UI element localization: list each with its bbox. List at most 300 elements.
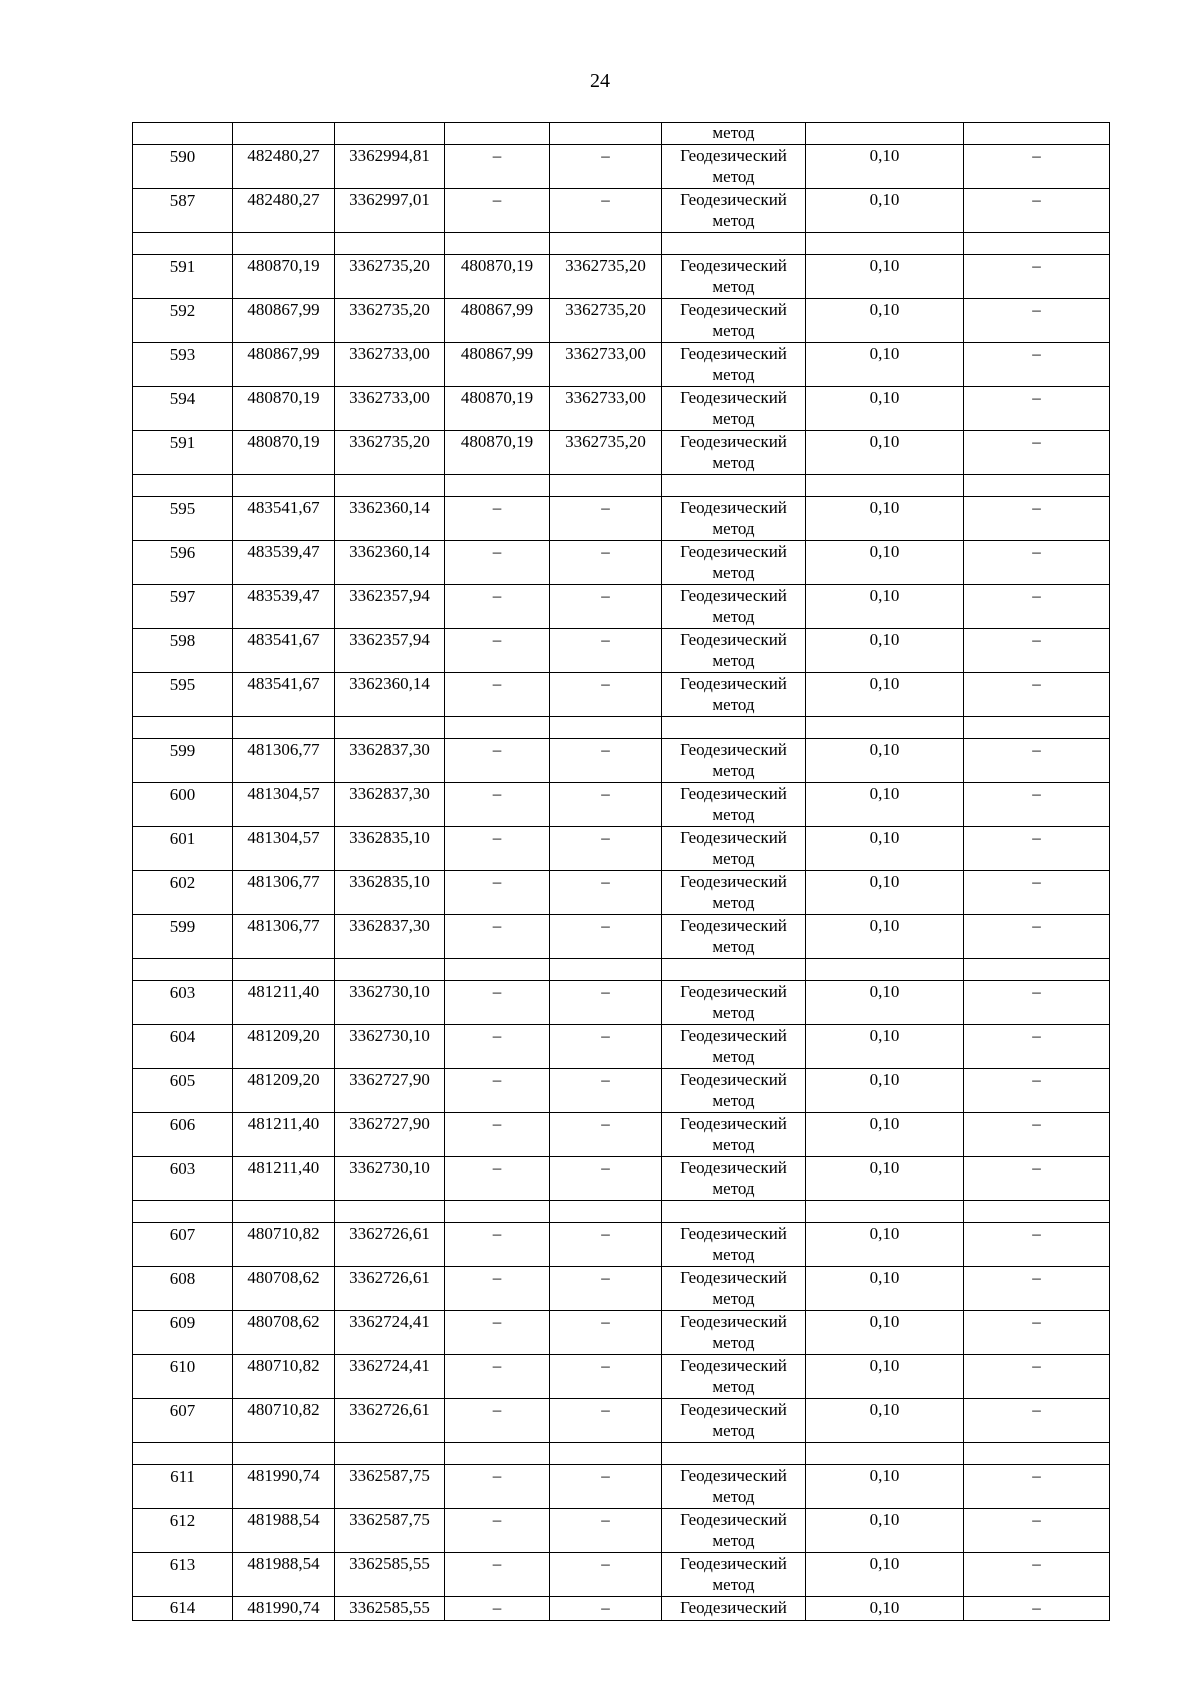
point-number-cell: 604 (133, 1025, 233, 1069)
method-line-1: Геодезический (680, 916, 787, 935)
method-line-1: Геодезический (680, 1466, 787, 1485)
table-row (133, 1025, 1110, 1069)
method-line-2: метод (712, 365, 755, 384)
method-line-2: метод (712, 607, 755, 626)
method-cell (662, 475, 806, 497)
y-new-cell: – (550, 541, 662, 585)
y-existing-cell: 3362994,81 (335, 145, 445, 189)
x-new-cell (445, 1201, 550, 1223)
x-new-cell: 480870,19 (445, 387, 550, 431)
point-number-cell: 601 (133, 827, 233, 871)
y-existing-cell: 3362735,20 (335, 299, 445, 343)
y-existing-cell (335, 123, 445, 145)
y-new-cell: – (550, 1553, 662, 1597)
description-cell: – (964, 343, 1110, 387)
method-line-2: метод (712, 563, 755, 582)
method-cell (662, 959, 806, 981)
x-new-cell: – (445, 1597, 550, 1621)
accuracy-cell: 0,10 (806, 387, 964, 431)
accuracy-cell: 0,10 (806, 255, 964, 299)
method-cell (662, 783, 806, 827)
x-new-cell (445, 475, 550, 497)
y-existing-cell: 3362585,55 (335, 1553, 445, 1597)
method-line-2: метод (712, 1003, 755, 1022)
description-cell: – (964, 1509, 1110, 1553)
y-existing-cell: 3362360,14 (335, 541, 445, 585)
method-cell (662, 673, 806, 717)
description-cell: – (964, 585, 1110, 629)
x-new-cell: – (445, 915, 550, 959)
y-existing-cell: 3362726,61 (335, 1267, 445, 1311)
point-number-cell: 607 (133, 1399, 233, 1443)
method-cell (662, 629, 806, 673)
y-new-cell: – (550, 1597, 662, 1621)
method-line-1: Геодезический (680, 1114, 787, 1133)
y-new-cell (550, 123, 662, 145)
method-line-2: метод (712, 761, 755, 780)
accuracy-cell (806, 1201, 964, 1223)
x-existing-cell: 483541,67 (233, 673, 335, 717)
x-new-cell: – (445, 1025, 550, 1069)
x-existing-cell (233, 1443, 335, 1465)
point-number-cell (133, 475, 233, 497)
y-existing-cell: 3362724,41 (335, 1311, 445, 1355)
x-existing-cell: 480708,62 (233, 1311, 335, 1355)
accuracy-cell: 0,10 (806, 343, 964, 387)
method-line-2: метод (712, 1091, 755, 1110)
x-new-cell: – (445, 1553, 550, 1597)
x-existing-cell: 482480,27 (233, 189, 335, 233)
x-existing-cell: 480870,19 (233, 255, 335, 299)
point-number-cell: 606 (133, 1113, 233, 1157)
description-cell: – (964, 299, 1110, 343)
page-number: 24 (590, 70, 610, 92)
method-line-1: Геодезический (680, 1224, 787, 1243)
point-number-cell: 599 (133, 915, 233, 959)
separator-row (133, 1443, 1110, 1465)
table-row (133, 1157, 1110, 1201)
x-new-cell: – (445, 1465, 550, 1509)
point-number-cell: 614 (133, 1597, 233, 1621)
method-cell (662, 189, 806, 233)
method-cell (662, 1069, 806, 1113)
point-number-cell: 610 (133, 1355, 233, 1399)
y-new-cell (550, 1201, 662, 1223)
description-cell: – (964, 497, 1110, 541)
point-number-cell: 599 (133, 739, 233, 783)
accuracy-cell: 0,10 (806, 1553, 964, 1597)
description-cell: – (964, 1113, 1110, 1157)
y-existing-cell: 3362730,10 (335, 981, 445, 1025)
point-number-cell (133, 233, 233, 255)
method-cell (662, 981, 806, 1025)
accuracy-cell: 0,10 (806, 1113, 964, 1157)
y-existing-cell: 3362726,61 (335, 1223, 445, 1267)
accuracy-cell: 0,10 (806, 1267, 964, 1311)
x-new-cell (445, 233, 550, 255)
x-existing-cell: 481304,57 (233, 783, 335, 827)
y-existing-cell: 3362726,61 (335, 1399, 445, 1443)
method-line-2: метод (712, 1575, 755, 1594)
x-existing-cell (233, 233, 335, 255)
description-cell: – (964, 981, 1110, 1025)
y-new-cell (550, 475, 662, 497)
y-existing-cell: 3362357,94 (335, 585, 445, 629)
y-new-cell: – (550, 145, 662, 189)
y-existing-cell: 3362727,90 (335, 1069, 445, 1113)
description-cell (964, 959, 1110, 981)
method-cell (662, 739, 806, 783)
method-cell (662, 1509, 806, 1553)
y-new-cell (550, 717, 662, 739)
method-cell (662, 1553, 806, 1597)
method-line-2: метод (712, 453, 755, 472)
method-cell (662, 1311, 806, 1355)
table-row (133, 1509, 1110, 1553)
x-new-cell: – (445, 541, 550, 585)
x-new-cell: – (445, 497, 550, 541)
y-new-cell: – (550, 739, 662, 783)
table-row (133, 387, 1110, 431)
x-new-cell: – (445, 1113, 550, 1157)
x-existing-cell: 480708,62 (233, 1267, 335, 1311)
accuracy-cell: 0,10 (806, 189, 964, 233)
method-line-2: метод (712, 1487, 755, 1506)
method-line-1: Геодезический (680, 388, 787, 407)
method-line-1: Геодезический (680, 1268, 787, 1287)
y-new-cell: – (550, 1223, 662, 1267)
y-new-cell: – (550, 915, 662, 959)
method-cell (662, 1399, 806, 1443)
method-cell: метод (662, 123, 806, 145)
description-cell: – (964, 1069, 1110, 1113)
method-line-2: метод (712, 1531, 755, 1550)
y-new-cell: – (550, 827, 662, 871)
method-line-2: метод (712, 1377, 755, 1396)
point-number-cell: 611 (133, 1465, 233, 1509)
point-number-cell: 593 (133, 343, 233, 387)
method-line-1: Геодезический (680, 1312, 787, 1331)
accuracy-cell: 0,10 (806, 1597, 964, 1621)
y-existing-cell: 3362837,30 (335, 783, 445, 827)
x-existing-cell: 482480,27 (233, 145, 335, 189)
y-new-cell: 3362733,00 (550, 387, 662, 431)
description-cell: – (964, 255, 1110, 299)
accuracy-cell (806, 959, 964, 981)
point-number-cell: 602 (133, 871, 233, 915)
x-new-cell: – (445, 981, 550, 1025)
accuracy-cell: 0,10 (806, 739, 964, 783)
x-new-cell: – (445, 1157, 550, 1201)
accuracy-cell: 0,10 (806, 1157, 964, 1201)
accuracy-cell (806, 1443, 964, 1465)
y-new-cell (550, 1443, 662, 1465)
description-cell (964, 233, 1110, 255)
table-row (133, 1399, 1110, 1443)
accuracy-cell: 0,10 (806, 1465, 964, 1509)
y-existing-cell (335, 959, 445, 981)
method-cell (662, 255, 806, 299)
method-line-2: метод (712, 937, 755, 956)
description-cell: – (964, 1311, 1110, 1355)
x-new-cell: – (445, 145, 550, 189)
method-cell (662, 1223, 806, 1267)
method-cell (662, 717, 806, 739)
x-existing-cell: 481306,77 (233, 915, 335, 959)
accuracy-cell: 0,10 (806, 497, 964, 541)
description-cell (964, 1443, 1110, 1465)
table-row (133, 255, 1110, 299)
description-cell: – (964, 541, 1110, 585)
table-row (133, 739, 1110, 783)
method-line-1: Геодезический (680, 784, 787, 803)
separator-row (133, 959, 1110, 981)
accuracy-cell (806, 123, 964, 145)
method-line-1: Геодезический (680, 1158, 787, 1177)
y-existing-cell: 3362727,90 (335, 1113, 445, 1157)
y-existing-cell: 3362997,01 (335, 189, 445, 233)
y-existing-cell: 3362360,14 (335, 673, 445, 717)
method-line-1: Геодезический (680, 1510, 787, 1529)
table-row (133, 431, 1110, 475)
method-line-2: метод (712, 1047, 755, 1066)
accuracy-cell (806, 717, 964, 739)
method-line-2: метод (712, 211, 755, 230)
accuracy-cell: 0,10 (806, 1069, 964, 1113)
x-existing-cell: 483541,67 (233, 497, 335, 541)
method-line-1: Геодезический (680, 344, 787, 363)
table-row (133, 981, 1110, 1025)
table-row (133, 343, 1110, 387)
method-line-2: метод (712, 1421, 755, 1440)
point-number-cell (133, 959, 233, 981)
x-new-cell: – (445, 871, 550, 915)
description-cell: – (964, 1223, 1110, 1267)
x-new-cell: – (445, 585, 550, 629)
table-row (133, 1311, 1110, 1355)
y-new-cell: – (550, 1355, 662, 1399)
y-new-cell: – (550, 1311, 662, 1355)
x-existing-cell: 481211,40 (233, 1113, 335, 1157)
description-cell: – (964, 915, 1110, 959)
x-new-cell: 480870,19 (445, 431, 550, 475)
method-line-1: Геодезический (680, 1554, 787, 1573)
y-existing-cell: 3362835,10 (335, 871, 445, 915)
accuracy-cell: 0,10 (806, 299, 964, 343)
y-new-cell: – (550, 1465, 662, 1509)
point-number-cell: 598 (133, 629, 233, 673)
method-line-1: Геодезический (680, 674, 787, 693)
method-cell (662, 541, 806, 585)
y-existing-cell (335, 717, 445, 739)
accuracy-cell: 0,10 (806, 585, 964, 629)
y-existing-cell: 3362585,55 (335, 1597, 445, 1621)
y-new-cell: – (550, 1399, 662, 1443)
x-existing-cell: 481304,57 (233, 827, 335, 871)
x-new-cell (445, 959, 550, 981)
y-existing-cell: 3362730,10 (335, 1157, 445, 1201)
method-line-2: метод (712, 1135, 755, 1154)
y-existing-cell: 3362730,10 (335, 1025, 445, 1069)
x-new-cell: – (445, 1311, 550, 1355)
accuracy-cell: 0,10 (806, 431, 964, 475)
y-existing-cell: 3362360,14 (335, 497, 445, 541)
accuracy-cell (806, 475, 964, 497)
method-line-2: метод (712, 805, 755, 824)
method-cell: Геодезический (662, 1597, 806, 1621)
method-line-1: Геодезический (680, 300, 787, 319)
point-number-cell: 613 (133, 1553, 233, 1597)
method-line-1: Геодезический (680, 1400, 787, 1419)
x-existing-cell (233, 123, 335, 145)
method-line-1: Геодезический (680, 740, 787, 759)
y-new-cell: – (550, 1157, 662, 1201)
x-new-cell: – (445, 1399, 550, 1443)
point-number-cell: 591 (133, 255, 233, 299)
description-cell: – (964, 1267, 1110, 1311)
description-cell: – (964, 189, 1110, 233)
method-cell (662, 387, 806, 431)
point-number-cell: 608 (133, 1267, 233, 1311)
method-cell (662, 871, 806, 915)
method-line-1: Геодезический (680, 256, 787, 275)
description-cell: – (964, 739, 1110, 783)
table-row (133, 1267, 1110, 1311)
y-new-cell: 3362733,00 (550, 343, 662, 387)
x-existing-cell: 481209,20 (233, 1069, 335, 1113)
y-new-cell: – (550, 1509, 662, 1553)
method-line-2: метод (712, 893, 755, 912)
x-existing-cell: 481211,40 (233, 981, 335, 1025)
method-line-1: Геодезический (680, 1356, 787, 1375)
separator-row (133, 233, 1110, 255)
x-new-cell: – (445, 1069, 550, 1113)
continued-row (133, 123, 1110, 145)
description-cell: – (964, 827, 1110, 871)
y-new-cell: – (550, 585, 662, 629)
y-new-cell: – (550, 673, 662, 717)
y-existing-cell: 3362733,00 (335, 343, 445, 387)
method-line-2: метод (712, 519, 755, 538)
y-new-cell: – (550, 1025, 662, 1069)
x-existing-cell: 483539,47 (233, 585, 335, 629)
table-row (133, 1355, 1110, 1399)
method-line-2: метод (712, 321, 755, 340)
x-existing-cell: 480710,82 (233, 1355, 335, 1399)
x-new-cell: – (445, 827, 550, 871)
method-line-1: Геодезический (680, 630, 787, 649)
x-existing-cell: 481988,54 (233, 1553, 335, 1597)
point-number-cell: 594 (133, 387, 233, 431)
method-line-2: метод (712, 1245, 755, 1264)
x-existing-cell (233, 959, 335, 981)
accuracy-cell: 0,10 (806, 783, 964, 827)
point-number-cell: 591 (133, 431, 233, 475)
method-line-1: Геодезический (680, 872, 787, 891)
accuracy-cell: 0,10 (806, 1025, 964, 1069)
description-cell: – (964, 1597, 1110, 1621)
method-line-1: Геодезический (680, 1026, 787, 1045)
method-cell (662, 1443, 806, 1465)
y-new-cell: – (550, 783, 662, 827)
method-line-1: Геодезический (680, 146, 787, 165)
table-row (133, 1113, 1110, 1157)
y-new-cell: – (550, 189, 662, 233)
table-row (133, 1069, 1110, 1113)
point-number-cell: 603 (133, 981, 233, 1025)
method-line-1: Геодезический (680, 586, 787, 605)
method-line-1: Геодезический (680, 542, 787, 561)
method-cell (662, 233, 806, 255)
method-cell (662, 1113, 806, 1157)
point-number-cell (133, 1443, 233, 1465)
table-row (133, 585, 1110, 629)
method-cell (662, 497, 806, 541)
x-new-cell: – (445, 629, 550, 673)
method-cell (662, 1157, 806, 1201)
method-line-2: метод (712, 849, 755, 868)
x-new-cell: 480867,99 (445, 343, 550, 387)
table-row (133, 783, 1110, 827)
y-existing-cell (335, 475, 445, 497)
x-new-cell: – (445, 1223, 550, 1267)
accuracy-cell: 0,10 (806, 827, 964, 871)
x-existing-cell: 483539,47 (233, 541, 335, 585)
y-existing-cell (335, 233, 445, 255)
x-existing-cell: 481306,77 (233, 739, 335, 783)
description-cell: – (964, 1465, 1110, 1509)
point-number-cell (133, 717, 233, 739)
point-number-cell: 595 (133, 497, 233, 541)
x-new-cell (445, 1443, 550, 1465)
y-existing-cell: 3362837,30 (335, 739, 445, 783)
description-cell (964, 475, 1110, 497)
point-number-cell: 587 (133, 189, 233, 233)
y-new-cell: – (550, 871, 662, 915)
method-line-2: метод (712, 695, 755, 714)
x-new-cell: 480867,99 (445, 299, 550, 343)
y-new-cell: – (550, 629, 662, 673)
x-new-cell: 480870,19 (445, 255, 550, 299)
accuracy-cell: 0,10 (806, 1355, 964, 1399)
x-new-cell (445, 717, 550, 739)
x-existing-cell: 481211,40 (233, 1157, 335, 1201)
y-new-cell: 3362735,20 (550, 299, 662, 343)
method-line-2: метод (712, 409, 755, 428)
x-new-cell: – (445, 189, 550, 233)
y-existing-cell: 3362735,20 (335, 255, 445, 299)
description-cell: – (964, 871, 1110, 915)
y-new-cell (550, 959, 662, 981)
method-line-2: метод (712, 167, 755, 186)
point-number-cell (133, 1201, 233, 1223)
accuracy-cell: 0,10 (806, 915, 964, 959)
description-cell: – (964, 629, 1110, 673)
y-existing-cell: 3362735,20 (335, 431, 445, 475)
method-cell (662, 1025, 806, 1069)
point-number-cell: 596 (133, 541, 233, 585)
accuracy-cell: 0,10 (806, 145, 964, 189)
method-cell (662, 431, 806, 475)
x-existing-cell: 480870,19 (233, 387, 335, 431)
method-line-2: метод (712, 1333, 755, 1352)
point-number-cell: 609 (133, 1311, 233, 1355)
table-row (133, 1553, 1110, 1597)
x-existing-cell (233, 717, 335, 739)
x-existing-cell: 480867,99 (233, 299, 335, 343)
y-new-cell: – (550, 1267, 662, 1311)
separator-row (133, 717, 1110, 739)
